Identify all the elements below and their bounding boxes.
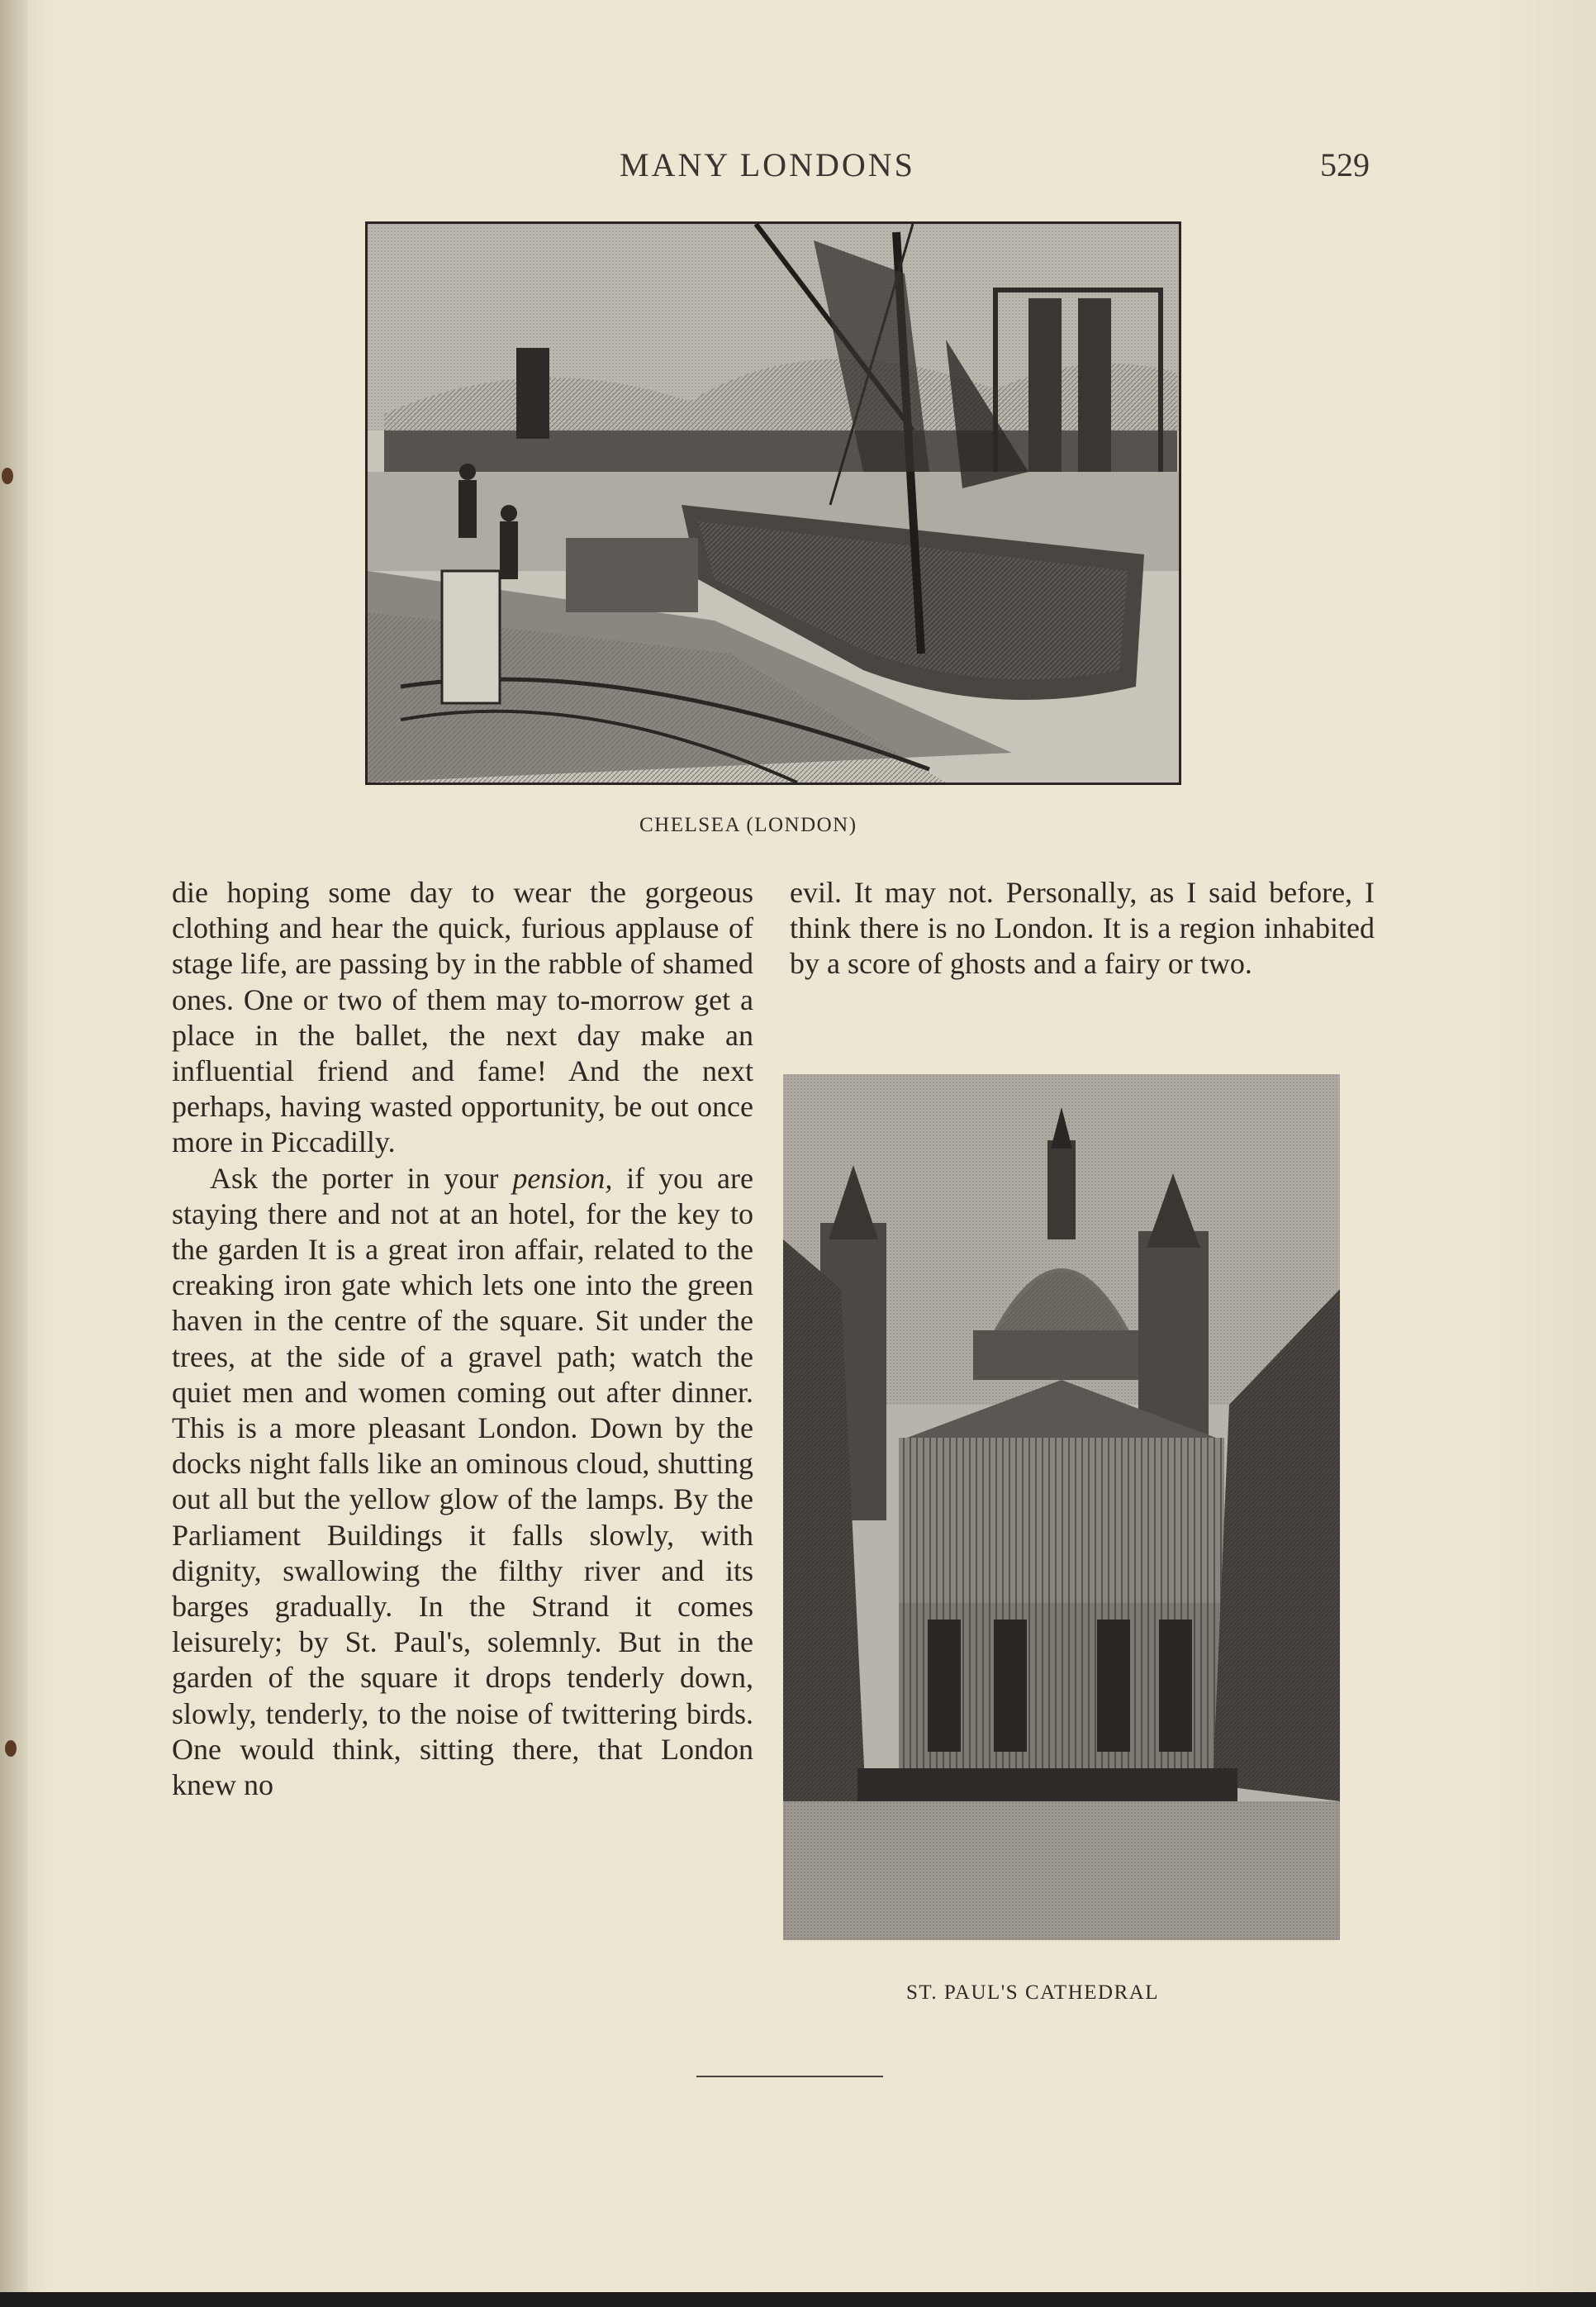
text-run: if you are staying there and not at an hotel, for the key to the garden It is a great iron affair, related to the creaking iron gate which lets one into the green haven in the centre of the square. Sit under the trees, at the side of a gravel path; watch the quiet men and women coming out after dinner. This is a more pleasant London. Down by the docks night falls like an ominous cloud, shutting out all but the yellow glow of the lamps. By the Parliament Buildings it falls slowly, with dignity, swallowing the filthy river and its barges gradually. In the Strand it comes leisurely; by St. Paul's, solemnly. But in the garden of the square it drops tenderly down, slowly, tenderly, to the noise of twittering birds. One would think, sitting there, that London knew no	[172, 1161, 753, 1802]
spine-shadow	[0, 0, 28, 2307]
chelsea-illustration	[365, 221, 1181, 785]
chelsea-caption: CHELSEA (LONDON)	[639, 814, 857, 836]
paragraph: die hoping some day to wear the gorgeous clothing and hear the quick, furious applause of stage life, are passing by in the rabble of shamed ones. One or two of them may to-morrow get a place in the ballet, the next day make an influential friend and fame! And the next perhaps, having wasted opportunity, be out once more in Piccadilly.	[172, 876, 753, 1159]
right-text-column	[790, 875, 1375, 982]
st-pauls-caption: ST. PAUL'S CATHEDRAL	[906, 1981, 1160, 2004]
st-pauls-etching	[783, 1074, 1340, 1940]
binding-thread-mark	[5, 1740, 17, 1757]
running-title: MANY LONDONS	[620, 146, 915, 183]
page-number: 529	[1320, 146, 1370, 183]
text-run: Ask the porter in your	[210, 1161, 513, 1195]
italic-word: pension,	[512, 1161, 613, 1195]
st-pauls-illustration	[783, 1074, 1340, 1940]
chelsea-etching	[368, 224, 1179, 782]
left-text-column	[172, 875, 753, 1803]
binding-thread-mark	[2, 468, 13, 484]
end-rule	[696, 2076, 883, 2077]
paragraph	[172, 1161, 753, 1804]
paragraph: evil. It may not. Personally, as I said before, I think there is no London. It is a region inhabited by a score of ghosts and a fairy or two.	[790, 876, 1375, 981]
scan-edge	[0, 2292, 1596, 2307]
running-head	[0, 145, 1596, 195]
